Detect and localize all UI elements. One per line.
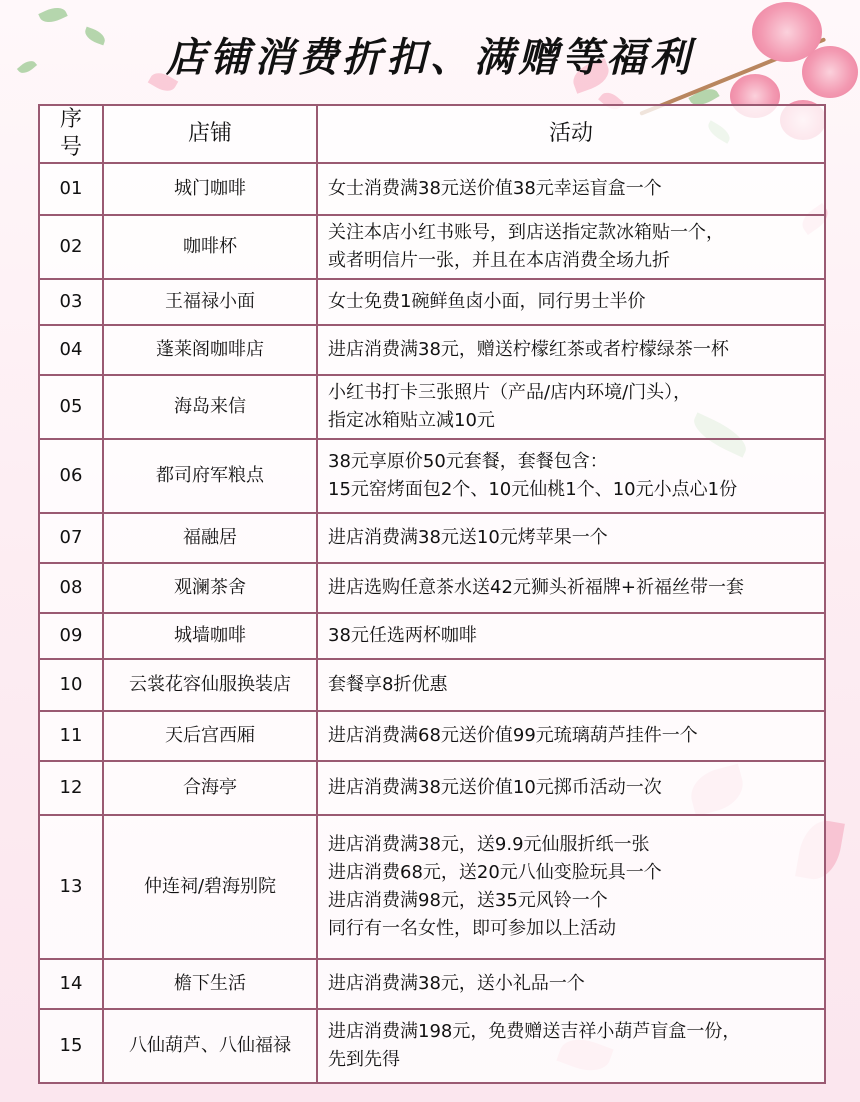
activity-cell — [317, 563, 825, 613]
table-row — [39, 439, 825, 513]
table-row — [39, 163, 825, 215]
activity-line: 指定冰箱贴立减10元 — [328, 410, 495, 431]
shop-name: 八仙葫芦、八仙福禄 — [103, 1009, 317, 1083]
activity-line: 进店消费满38元送价值10元掷币活动一次 — [328, 777, 662, 798]
activity-line: 同行有一名女性，即可参加以上活动 — [328, 918, 616, 939]
activity-line: 套餐享8折优惠 — [328, 674, 448, 695]
row-number: 14 — [39, 959, 103, 1009]
activity-cell — [317, 613, 825, 659]
row-number: 03 — [39, 279, 103, 325]
shop-name: 都司府军粮点 — [103, 439, 317, 513]
activity-line: 先到先得 — [328, 1049, 400, 1070]
activity-line: 小红书打卡三张照片（产品/店内环境/门头）， — [328, 382, 692, 403]
row-number: 15 — [39, 1009, 103, 1083]
activity-cell — [317, 163, 825, 215]
row-number: 13 — [39, 815, 103, 959]
header-activity: 活动 — [317, 105, 825, 163]
activity-line: 进店消费满198元，免费赠送吉祥小葫芦盲盒一份， — [328, 1021, 741, 1042]
row-number: 06 — [39, 439, 103, 513]
shop-name: 福融居 — [103, 513, 317, 563]
table-row — [39, 563, 825, 613]
activity-cell — [317, 325, 825, 375]
row-number: 09 — [39, 613, 103, 659]
activity-line: 15元窑烤面包2个、10元仙桃1个、10元小点心1份 — [328, 479, 738, 500]
activity-line: 进店消费满68元送价值99元琉璃葫芦挂件一个 — [328, 725, 698, 746]
benefits-table — [38, 104, 826, 1084]
table-header-row — [39, 105, 825, 163]
shop-name: 天后宫西厢 — [103, 711, 317, 761]
row-number: 02 — [39, 215, 103, 279]
activity-cell — [317, 959, 825, 1009]
leaf-decoration — [38, 3, 67, 27]
row-number: 10 — [39, 659, 103, 711]
activity-line: 或者明信片一张，并且在本店消费全场九折 — [328, 250, 670, 271]
activity-line: 女士免费1碗鲜鱼卤小面，同行男士半价 — [328, 291, 646, 312]
shop-name: 观澜茶舍 — [103, 563, 317, 613]
row-number: 11 — [39, 711, 103, 761]
page-title: 店铺消费折扣、满赠等福利 — [166, 35, 694, 81]
table-row — [39, 215, 825, 279]
activity-cell — [317, 513, 825, 563]
activity-line: 进店消费满38元，送9.9元仙服折纸一张 — [328, 834, 650, 855]
activity-cell — [317, 439, 825, 513]
table-row — [39, 659, 825, 711]
shop-name: 合海亭 — [103, 761, 317, 815]
table-row — [39, 513, 825, 563]
table-row — [39, 613, 825, 659]
shop-name: 蓬莱阁咖啡店 — [103, 325, 317, 375]
table-row — [39, 279, 825, 325]
table-row — [39, 815, 825, 959]
activity-line: 进店消费满98元，送35元风铃一个 — [328, 890, 608, 911]
activity-cell — [317, 815, 825, 959]
activity-line: 女士消费满38元送价值38元幸运盲盒一个 — [328, 178, 662, 199]
header-no: 序号 — [39, 105, 103, 163]
activity-line: 进店消费满38元，送小礼品一个 — [328, 973, 585, 994]
row-number: 05 — [39, 375, 103, 439]
row-number: 07 — [39, 513, 103, 563]
row-number: 04 — [39, 325, 103, 375]
activity-line: 进店消费68元，送20元八仙变脸玩具一个 — [328, 862, 662, 883]
table-body — [39, 163, 825, 1083]
table-row — [39, 375, 825, 439]
shop-name: 云裳花容仙服换装店 — [103, 659, 317, 711]
activity-line: 38元任选两杯咖啡 — [328, 625, 477, 646]
activity-cell — [317, 1009, 825, 1083]
shop-name: 咖啡杯 — [103, 215, 317, 279]
header-shop: 店铺 — [103, 105, 317, 163]
activity-cell — [317, 761, 825, 815]
shop-name: 王福禄小面 — [103, 279, 317, 325]
table-row — [39, 325, 825, 375]
activity-line: 38元享原价50元套餐，套餐包含： — [328, 451, 608, 472]
activity-line: 进店消费满38元送10元烤苹果一个 — [328, 527, 608, 548]
row-number: 12 — [39, 761, 103, 815]
activity-cell — [317, 279, 825, 325]
row-number: 08 — [39, 563, 103, 613]
shop-name: 檐下生活 — [103, 959, 317, 1009]
activity-cell — [317, 659, 825, 711]
row-number: 01 — [39, 163, 103, 215]
activity-cell — [317, 215, 825, 279]
table-row — [39, 711, 825, 761]
activity-line: 关注本店小红书账号，到店送指定款冰箱贴一个， — [328, 222, 724, 243]
shop-name: 仲连祠/碧海别院 — [103, 815, 317, 959]
table-row — [39, 959, 825, 1009]
activity-line: 进店消费满38元，赠送柠檬红茶或者柠檬绿茶一杯 — [328, 339, 729, 360]
activity-cell — [317, 375, 825, 439]
shop-name: 城墙咖啡 — [103, 613, 317, 659]
shop-name: 海岛来信 — [103, 375, 317, 439]
table-row — [39, 1009, 825, 1083]
table-row — [39, 761, 825, 815]
shop-name: 城门咖啡 — [103, 163, 317, 215]
activity-line: 进店选购任意茶水送42元狮头祈福牌+祈福丝带一套 — [328, 577, 744, 598]
activity-cell — [317, 711, 825, 761]
